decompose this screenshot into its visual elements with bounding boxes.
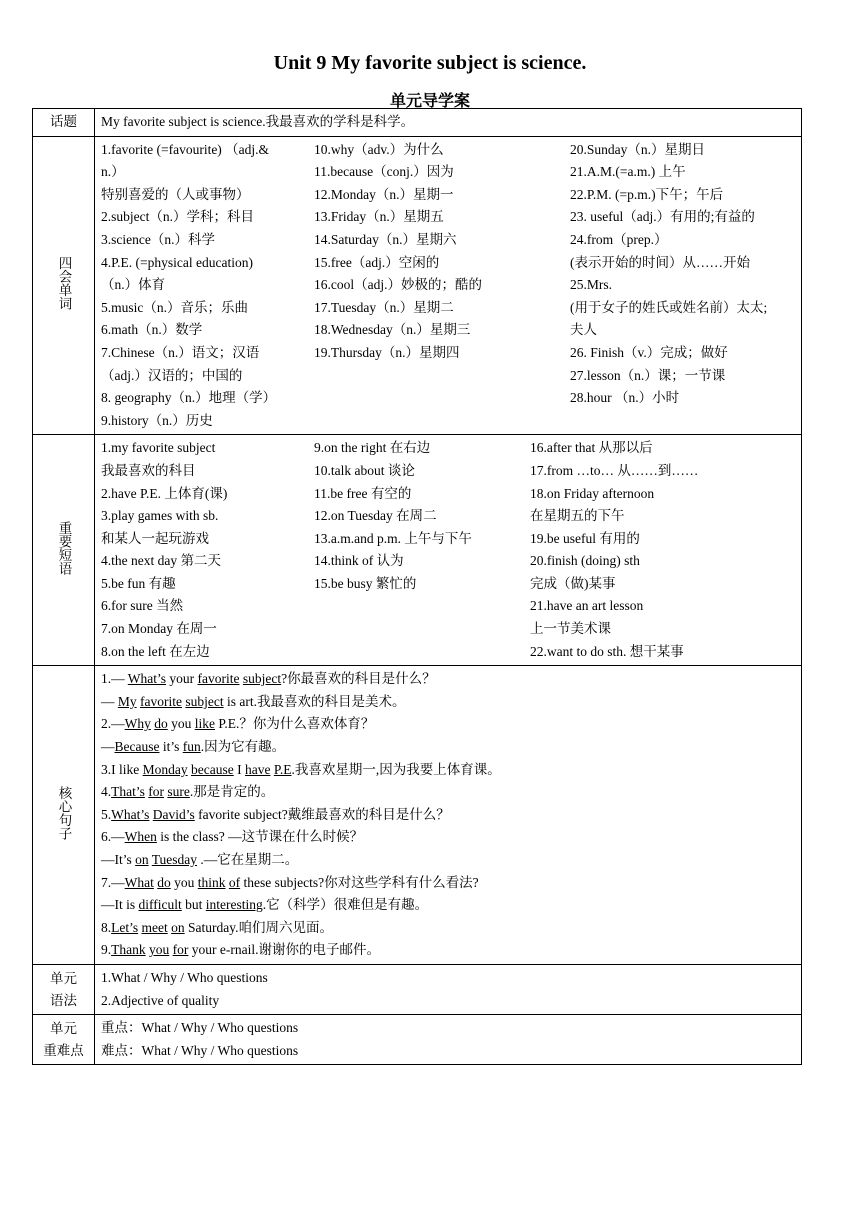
underlined-word: difficult (138, 897, 182, 913)
text-segment: is art.我最喜欢的科目是美术。 (223, 693, 406, 709)
sentences-cell (95, 666, 802, 965)
text-segment: I (233, 761, 245, 777)
text-line: 18.on Friday afternoon (530, 485, 655, 501)
text-line: 3.play games with sb. (101, 508, 219, 524)
text-line: 13.Friday（n.）星期五 (314, 209, 444, 225)
text-segment: it’s (159, 739, 183, 755)
text-line: 在星期五的下午 (530, 508, 625, 524)
words-column-1 (101, 139, 314, 433)
text-line: 16.after that 从那以后 (530, 440, 653, 456)
text-line: 14.Saturday（n.）星期六 (314, 231, 457, 247)
text-line: 2.subject（n.）学科；科目 (101, 209, 254, 225)
text-line: 7.Chinese（n.）语文；汉语 (101, 344, 260, 360)
underlined-word: interesting (205, 897, 263, 913)
text-line: 22.want to do sth. 想干某事 (530, 643, 684, 659)
text-line: 9.on the right 在右边 (314, 440, 431, 456)
sentences-row (33, 666, 802, 965)
text-line: 2.have P.E. 上体育(课) (101, 485, 228, 501)
sentence-line (101, 668, 795, 691)
topic-text: My favorite subject is science.我最喜欢的学科是科学。 (101, 114, 415, 129)
text-line: (用于女子的姓氏或姓名前）太太; (570, 299, 768, 315)
text-line: 12.Monday（n.）星期一 (314, 186, 454, 202)
underlined-word: subject (242, 671, 282, 687)
sentence-line (101, 872, 795, 895)
text-segment: your (166, 671, 198, 687)
sentences-list (95, 666, 801, 964)
sentence-line (101, 939, 795, 962)
text-line: 17.Tuesday（n.）星期二 (314, 299, 454, 315)
text-line: 12.on Tuesday 在周二 (314, 508, 437, 524)
text-line: 1.my favorite subject (101, 440, 216, 456)
text-line: 8. geography（n.）地理（学） (101, 390, 277, 406)
text-line: 5.music（n.）音乐；乐曲 (101, 299, 248, 315)
sentence-line (101, 691, 795, 714)
underlined-word: P.E (273, 761, 292, 777)
sentence-line (101, 759, 795, 782)
words-column-2 (314, 139, 570, 433)
text-line: 完成（做)某事 (530, 575, 616, 591)
underlined-word: because (191, 761, 234, 777)
text-line: 19.Thursday（n.）星期四 (314, 344, 460, 360)
underlined-word: favorite (140, 693, 182, 709)
underlined-word: you (149, 942, 170, 958)
text-line: 27.lesson（n.）课；一节课 (570, 367, 726, 383)
text-line: 3.science（n.）科学 (101, 231, 215, 247)
keypoints-label-line-1: 单元 (50, 1020, 77, 1036)
phrases-column-3 (530, 437, 795, 663)
text-line: 24.from（prep.） (570, 231, 668, 247)
text-segment: 8. (101, 919, 112, 935)
text-line: 22.P.M. (=p.m.)下午；午后 (570, 186, 724, 202)
underlined-word: think (197, 874, 226, 890)
text-segment: ?你最喜欢的科目是什么？ (281, 671, 436, 687)
topic-label: 话题 (33, 109, 95, 137)
text-segment: — (101, 739, 115, 755)
text-segment: your e-rnail.谢谢你的电子邮件。 (188, 942, 380, 958)
sentence-line (101, 713, 795, 736)
underlined-word: like (194, 716, 215, 732)
text-segment: 5. (101, 806, 112, 822)
underlined-word: Monday (142, 761, 188, 777)
text-line: 特别喜爱的（人或事物） (101, 186, 250, 202)
words-cell (95, 136, 802, 435)
text-line: 28.hour （n.）小时 (570, 390, 680, 406)
page-title: Unit 9 My favorite subject is science. (273, 52, 587, 74)
text-line: (表示开始的时间）从……开始 (570, 254, 750, 270)
text-line: 21.A.M.(=a.m.) 上午 (570, 164, 686, 180)
underlined-word: David’s (152, 806, 195, 822)
text-line: 15.be busy 繁忙的 (314, 575, 417, 591)
text-line: 11.be free 有空的 (314, 485, 412, 501)
underlined-word: do (157, 874, 171, 890)
text-line: 2.Adjective of quality (101, 992, 220, 1008)
grammar-cell (95, 964, 802, 1014)
underlined-word: That’s (111, 784, 145, 800)
text-segment: 6.— (101, 829, 125, 845)
text-segment: favorite subject?戴维最喜欢的科目是什么？ (194, 806, 450, 822)
text-line: 7.on Monday 在周一 (101, 621, 217, 637)
text-line: 1.What / Why / Who questions (101, 969, 268, 985)
sentence-line (101, 804, 795, 827)
text-segment: 1.— (101, 671, 128, 687)
text-line: 10.talk about 谈论 (314, 462, 415, 478)
text-segment: 2.— (101, 716, 125, 732)
words-label-cell (33, 136, 95, 435)
keypoints-list (95, 1015, 801, 1064)
text-line: 23. useful（adj.）有用的;有益的 (570, 209, 755, 225)
text-line: 4.the next day 第二天 (101, 553, 221, 569)
underlined-word: subject (185, 693, 224, 709)
text-line: 21.have an art lesson (530, 598, 644, 614)
grammar-label-line-1: 单元 (50, 970, 77, 986)
underlined-word: for (172, 942, 189, 958)
study-plan-table (32, 108, 802, 1065)
keypoints-label-line-2: 重难点 (43, 1042, 84, 1058)
underlined-word: do (154, 716, 168, 732)
underlined-word: Let’s (111, 919, 139, 935)
text-line: 20.finish (doing) sth (530, 553, 640, 569)
sentence-line (101, 894, 795, 917)
text-line: 17.from …to… 从……到…… (530, 462, 699, 478)
text-segment: 7.— (101, 874, 125, 890)
keypoints-row (33, 1015, 802, 1065)
grammar-label (33, 964, 95, 1014)
text-segment: 9. (101, 942, 112, 958)
underlined-word: When (124, 829, 157, 845)
text-line: 9.history（n.）历史 (101, 412, 213, 428)
text-segment: P.E.？你为什么喜欢体育？ (215, 716, 375, 732)
underlined-word: favorite (197, 671, 240, 687)
text-segment: you (167, 716, 195, 732)
text-line: 13.a.m.and p.m. 上午与下午 (314, 530, 472, 546)
text-segment: Saturday.咱们周六见面。 (184, 919, 333, 935)
keypoints-label (33, 1015, 95, 1065)
underlined-word: Thank (111, 942, 146, 958)
text-segment: .—它在星期二。 (197, 852, 299, 867)
text-line: 11.because（conj.）因为 (314, 164, 454, 180)
text-segment: .那是肯定的。 (189, 784, 275, 800)
underlined-word: for (148, 784, 164, 800)
text-line: 16.cool（adj.）妙极的；酷的 (314, 277, 482, 293)
sentences-label: 核心句子 (56, 786, 72, 841)
words-column-3 (570, 139, 795, 433)
grammar-list (95, 965, 801, 1014)
text-line: 8.on the left 在左边 (101, 643, 210, 659)
topic-row (33, 109, 802, 137)
underlined-word: Why (124, 716, 151, 732)
sentence-line (101, 849, 795, 872)
text-segment: these subjects?你对这些学科有什么看法? (240, 874, 479, 890)
text-segment: you (170, 874, 198, 890)
phrases-row (33, 435, 802, 666)
sentence-line (101, 736, 795, 759)
underlined-word: fun (182, 739, 201, 755)
words-row (33, 136, 802, 435)
text-line: 1.favorite (=favourite) （adj.& (101, 141, 270, 157)
text-line: 重点：What / Why / Who questions (101, 1020, 299, 1036)
text-line: 14.think of 认为 (314, 553, 404, 569)
text-line: 25.Mrs. (570, 277, 613, 293)
underlined-word: on (135, 852, 149, 867)
text-line: 6.for sure 当然 (101, 598, 184, 614)
underlined-word: What’s (127, 671, 167, 687)
sentence-line (101, 826, 795, 849)
underlined-word: What (124, 874, 154, 890)
text-line: n.） (101, 164, 125, 180)
text-line: 18.Wednesday（n.）星期三 (314, 322, 471, 338)
underlined-word: of (228, 874, 241, 890)
phrases-label: 重要短语 (56, 521, 72, 576)
text-line: 4.P.E. (=physical education) (101, 254, 253, 270)
topic-cell (95, 109, 802, 137)
text-segment: — (101, 693, 118, 709)
phrases-cell (95, 435, 802, 666)
sentence-line (101, 917, 795, 940)
phrases-column-2 (314, 437, 530, 663)
page-subtitle: 单元导学案 (389, 93, 470, 110)
text-line: 夫人 (570, 322, 597, 338)
grammar-row (33, 964, 802, 1014)
underlined-word: What’s (111, 806, 150, 822)
underlined-word: have (244, 761, 271, 777)
keypoints-cell (95, 1015, 802, 1065)
text-line: 和某人一起玩游戏 (101, 530, 209, 546)
text-line: 15.free（adj.）空闲的 (314, 254, 440, 270)
text-line: 难点：What / Why / Who questions (101, 1042, 299, 1058)
underlined-word: Tuesday (151, 852, 198, 867)
text-line: 20.Sunday（n.）星期日 (570, 141, 705, 157)
phrases-column-1 (101, 437, 314, 663)
text-segment: 4. (101, 784, 112, 800)
underlined-word: My (117, 693, 137, 709)
text-line: （adj.）汉语的；中国的 (101, 367, 243, 383)
text-segment: but (181, 897, 206, 913)
underlined-word: sure (167, 784, 190, 800)
text-line: 10.why（adv.）为什么 (314, 141, 444, 157)
text-segment: 3.I like (101, 761, 143, 777)
text-segment: —It is (101, 897, 139, 913)
text-line: 19.be useful 有用的 (530, 530, 640, 546)
text-line: （n.）体育 (101, 277, 166, 293)
sentences-label-cell (33, 666, 95, 965)
text-line: 上一节美术课 (530, 621, 611, 637)
text-segment: is the class? —这节课在什么时候？ (156, 829, 364, 845)
text-segment: —It’s (101, 852, 136, 867)
underlined-word: on (171, 919, 185, 935)
sentence-line (101, 781, 795, 804)
words-label: 四会单词 (56, 256, 72, 311)
text-segment: .它（科学）很难但是有趣。 (262, 897, 429, 913)
text-line: 我最喜欢的科目 (101, 462, 196, 478)
text-line: 6.math（n.）数学 (101, 322, 203, 338)
phrases-label-cell (33, 435, 95, 666)
underlined-word: Because (114, 739, 160, 755)
text-segment: .因为它有趣。 (200, 739, 286, 755)
text-line: 5.be fun 有趣 (101, 575, 176, 591)
grammar-label-line-2: 语法 (50, 992, 77, 1008)
text-segment: .我喜欢星期一,因为我要上体育课。 (291, 761, 501, 777)
text-line: 26. Finish（v.）完成；做好 (570, 344, 728, 360)
underlined-word: meet (141, 919, 168, 935)
